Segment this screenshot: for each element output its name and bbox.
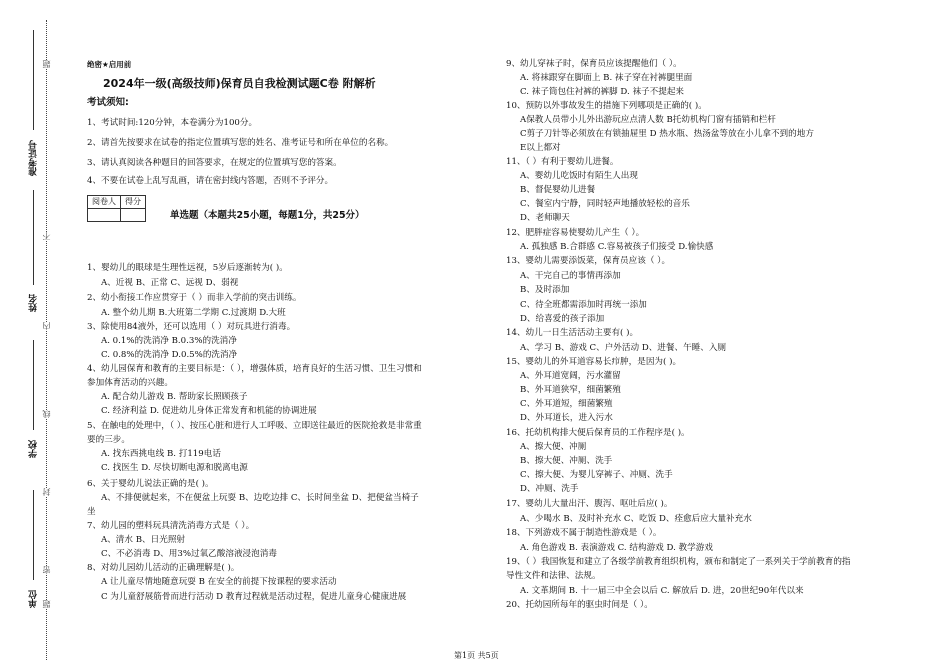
question-line: 7、幼儿园的塑料玩具清洗消毒方式是（ ）。 — [87, 521, 255, 531]
question-line: B、外耳道狭窄，细菌繁殖 — [520, 385, 621, 395]
question-line: 5、在触电的处理中，（ ）、按压心脏和进行人工呼吸、立即送往最近的医院抢救是非常重 — [87, 421, 422, 431]
score-label: 得分 — [121, 196, 146, 209]
section-title: 单选题（本题共25小题，每题1分，共25分） — [170, 210, 365, 221]
question-line: C 为儿童舒展筋骨而进行活动 D 教育过程就是活动过程，促进儿童身心健康进展 — [101, 592, 407, 602]
question-line: A、学习 B、游戏 C、户外活动 D、进餐、午睡、入厕 — [520, 343, 727, 353]
question-line: 17、婴幼儿大量出汗、腹泻、呕吐后应( )。 — [506, 499, 673, 509]
question-line: D、外耳道长，进入污水 — [520, 413, 613, 423]
question-line: A、外耳道宽阔，污水灌留 — [520, 371, 621, 381]
secret-label: 绝密★启用前 — [87, 60, 132, 69]
question-line: 参加体育活动的兴趣。 — [87, 378, 173, 388]
question-line: A、婴幼儿吃饭时有陌生人出现 — [520, 171, 638, 181]
question-line: A、不排便就起来，不在便盆上玩耍 B、边吃边排 C、长时间坐盆 D、把便盆当椅子 — [101, 493, 419, 503]
question-line: 1、婴幼儿的眼球是生理性远视，5岁后逐渐转为( )。 — [87, 263, 288, 273]
exam-number-write-line — [33, 30, 34, 130]
question-line: 3、除使用84液外，还可以选用（ ）对玩具进行消毒。 — [87, 322, 296, 332]
question-line: 6、关于婴幼儿说法正确的是( )。 — [87, 479, 214, 489]
grader-score-box — [87, 195, 146, 222]
question-line: D、老师聊天 — [520, 213, 570, 223]
question-line: E以上都对 — [520, 143, 561, 153]
question-line: A. 配合幼儿游戏 B. 帮助家长照顾孩子 — [101, 392, 248, 402]
question-line: A、擦大便、冲厕 — [520, 442, 587, 452]
notice-line: 4、不要在试卷上乱写乱画，请在密封线内答题，否则不予评分。 — [87, 176, 334, 186]
question-line: 16、托幼机构排大便后保育员的工作程序是( )。 — [506, 428, 690, 438]
question-line: A. 将袜跟穿在脚面上 B. 袜子穿在衬裤腿里面 — [520, 73, 693, 83]
question-line: C、餐室内宁静，同时轻声地播放轻松的音乐 — [520, 199, 690, 209]
score-cell — [121, 209, 146, 222]
question-line: 4、幼儿园保育和教育的主要目标是：（ ），增强体质，培育良好的生活习惯、卫生习惯和 — [87, 364, 422, 374]
page-title: 2024年一级(高级技师)保育员自我检测试题C卷 附解析 — [103, 77, 376, 90]
question-line: C. 袜子筒包住衬裤的裤脚 D. 袜子不提起来 — [520, 87, 685, 97]
question-line: 13、婴幼儿需要添饭菜，保育员应该（ ）。 — [506, 256, 671, 266]
binding-mark: 题 — [42, 600, 51, 608]
question-line: A. 0.1%的洗消净 B.0.3%的洗消净 — [101, 336, 237, 346]
question-line: A 让儿童尽情地随意玩耍 B 在安全的前提下按课程的要求活动 — [101, 577, 337, 587]
question-line: 10、预防以外事故发生的措施下列哪项是正确的( )。 — [506, 101, 707, 111]
binding-mark: 密 — [42, 566, 51, 574]
question-line: 19、（ ）我国恢复和建立了各级学前教育组织机构，颁布和制定了一系列关于学前教育的指 — [506, 557, 851, 567]
question-line: 15、婴幼儿的外耳道容易长疖肿，是因为( )。 — [506, 357, 682, 367]
notice-heading: 考试须知: — [87, 97, 129, 108]
question-line: A. 整个幼儿期 B.大班第二学期 C.过渡期 D.大班 — [101, 308, 286, 318]
binding-seal-line — [46, 20, 47, 660]
question-line: 导性文件和法律、法规。 — [506, 571, 601, 581]
notice-line: 2、请首先按要求在试卷的指定位置填写您的姓名、准考证号和所在单位的名称。 — [87, 138, 394, 148]
question-line: B、督促婴幼儿进餐 — [520, 185, 596, 195]
question-line: A保教人员带小儿外出游玩应点清人数 B托幼机构门窗有插销和栏杆 — [520, 115, 776, 125]
question-line: 11、（ ）有利于婴幼儿进餐。 — [506, 157, 619, 167]
question-line: C. 找医生 D. 尽快切断电源和脱离电源 — [101, 463, 248, 473]
question-line: A. 孤独感 B.合群感 C.容易被孩子们接受 D.愉快感 — [520, 242, 714, 252]
binding-label-exam-number: 准考证号 — [29, 140, 39, 176]
question-line: A、少喝水 B、及时补充水 C、吃饭 D、痊愈后应大量补充水 — [520, 514, 752, 524]
question-line: 14、幼儿一日生活活动主要有( )。 — [506, 328, 639, 338]
question-line: D、给喜爱的孩子添加 — [520, 314, 605, 324]
question-line: C、擦大便、为婴儿穿裤子、冲厕、洗手 — [520, 470, 673, 480]
page-footer: 第1页 共5页 — [454, 651, 499, 660]
question-line: C、外耳道短，细菌繁殖 — [520, 399, 613, 409]
binding-mark: 题 — [42, 60, 51, 68]
question-line: D、冲厕、洗手 — [520, 484, 579, 494]
question-line: C、待全班都需添加时再统一添加 — [520, 300, 647, 310]
question-line: 2、幼小衔接工作应贯穿于（ ）而非入学前的突击训练。 — [87, 293, 302, 303]
binding-label-school: 学校 — [29, 440, 39, 458]
question-line: C. 经济利益 D. 促进幼儿身体正常发育和机能的协调进展 — [101, 406, 317, 416]
question-line: 要的三步。 — [87, 435, 130, 445]
binding-label-unit: 单位 — [29, 590, 39, 608]
binding-mark: 封 — [42, 488, 51, 496]
question-line: A、清水 B、日光照射 — [101, 535, 186, 545]
question-line: 12、肥胖症容易使婴幼儿产生（ ）。 — [506, 228, 645, 238]
question-line: C. 0.8%的洗消净 D.0.5%的洗消净 — [101, 350, 238, 360]
binding-label-name: 姓名 — [29, 294, 39, 312]
question-line: C剪子刀针等必须放在有锁抽屉里 D 热水瓶、热汤盆等放在小儿拿不到的地方 — [520, 129, 814, 139]
question-line: A. 文革期间 B. 十一届三中全会以后 C. 解放后 D. 进，20世纪90年代以来 — [520, 586, 804, 596]
unit-write-line — [33, 490, 34, 580]
notice-line: 3、请认真阅读各种题目的回答要求，在规定的位置填写您的答案。 — [87, 158, 342, 168]
question-line: A. 找东西挑电线 B. 打119电话 — [101, 449, 221, 459]
question-line: C、不必消毒 D、用3%过氧乙酸溶液浸泡消毒 — [101, 549, 277, 559]
question-line: A、干完自己的事情再添加 — [520, 271, 621, 281]
binding-mark: 内 — [42, 322, 51, 330]
grader-label: 阅卷人 — [88, 196, 121, 209]
binding-mark: 不 — [42, 232, 51, 240]
notice-line: 1、考试时间:120分钟，本卷满分为100分。 — [87, 118, 258, 128]
school-write-line — [33, 340, 34, 430]
question-line: B、及时添加 — [520, 285, 570, 295]
question-line: 坐 — [87, 507, 96, 517]
question-line: B、擦大便、冲厕、洗手 — [520, 456, 613, 466]
question-line: A、近视 B、正常 C、远视 D、弱视 — [101, 278, 239, 288]
grader-cell — [88, 209, 121, 222]
question-line: A. 角色游戏 B. 表演游戏 C. 结构游戏 D. 教学游戏 — [520, 543, 713, 553]
question-line: 9、幼儿穿袜子时，保育员应该提醒他们（ ）。 — [506, 59, 682, 69]
question-line: 18、下列游戏不属于制造性游戏是（ ）。 — [506, 528, 662, 538]
name-write-line — [33, 190, 34, 285]
question-line: 20、托幼园所每年的驱虫时间是（ ）。 — [506, 600, 653, 610]
question-line: 8、对幼儿园幼儿活动的正确理解是( )。 — [87, 563, 240, 573]
binding-mark: 线 — [42, 410, 51, 418]
